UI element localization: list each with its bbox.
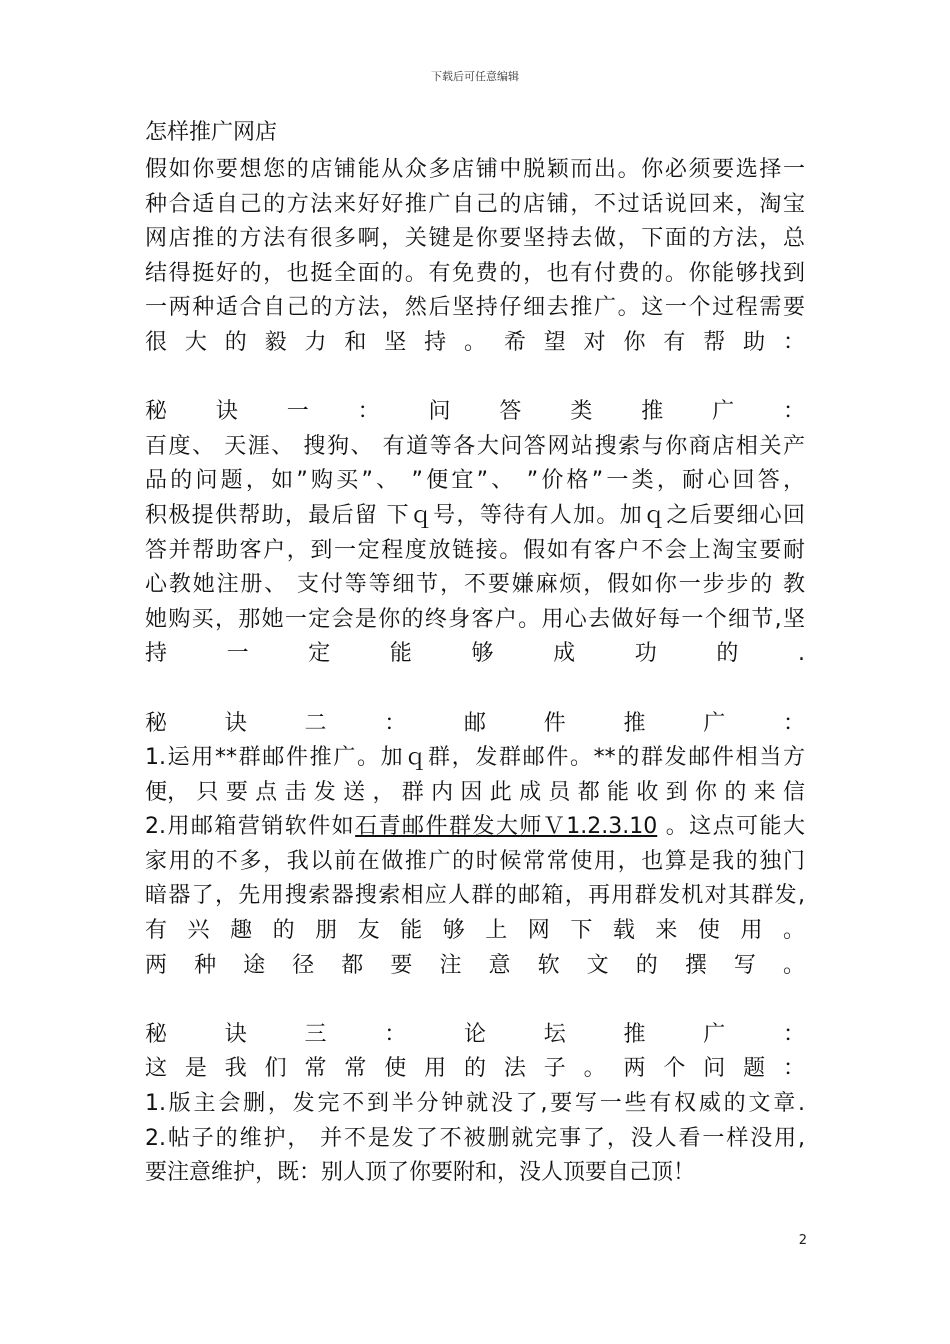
paragraph-line: 积极提供帮助，最后留 下ｑ号，等待有人加。加ｑ之后要细心回 — [145, 502, 805, 528]
paragraph-line: 便， 只 要 点 击 发 送 ， 群 内 因 此 成 员 都 能 收 到 你 的 来 信 — [145, 779, 805, 805]
paragraph-line: 一两种适合自己的方法，然后坚持仔细去推广。这一个过程需要 — [145, 295, 805, 321]
line-prefix: 2.用邮箱营销软件如 — [145, 814, 356, 840]
paragraph-line: 心教她注册、 支付等等细节，不要嫌麻烦，假如你一步步的 教 — [145, 572, 805, 598]
paragraph-line: 百度、 天涯、 搜狗、 有道等各大问答网站搜索与你商店相关产 — [145, 433, 805, 459]
paragraph-line: 答并帮助客户，到一定程度放链接。假如有客户不会上淘宝要耐 — [145, 537, 805, 563]
paragraph-line: 1.运用**群邮件推广。加ｑ群，发群邮件。**的群发邮件相当方 — [145, 745, 805, 771]
section-email-promotion — [145, 707, 805, 984]
paragraph-line: 持 一 定 能 够 成 功 的 . — [145, 641, 805, 667]
paragraph-gap — [145, 983, 805, 1018]
paragraph-line: 2.帖子的维护， 并不是发了不被删就完事了，没人看一样没用, — [145, 1125, 805, 1151]
paragraph-line: 有 兴 趣 的 朋 友 能 够 上 网 下 载 来 使 用 。 — [145, 918, 805, 944]
document-title: 怎样推广网店 — [145, 120, 278, 145]
paragraph-line: 品的问题，如”购买”、 ”便宜”、 ”价格”一类，耐心回答， — [145, 468, 805, 494]
page-header: 下载后可任意编辑 — [431, 70, 519, 83]
paragraph-line: 两 种 途 径 都 要 注 意 软 文 的 撰 写 。 — [145, 952, 805, 978]
page-number: 2 — [798, 1233, 807, 1248]
paragraph-line: 1.版主会删，发完不到半分钟就没了,要写一些有权威的文章. — [145, 1091, 805, 1117]
paragraph-line: 这 是 我 们 常 常 使 用 的 法 子 。 两 个 问 题 ： — [145, 1056, 805, 1082]
paragraph-line: 种合适自己的方法来好好推广自己的店铺，不过话说回来，淘宝 — [145, 191, 805, 217]
paragraph-gap — [145, 361, 805, 396]
paragraph-line: 家用的不多，我以前在做推广的时候常常使用，也算是我的独门 — [145, 848, 805, 874]
intro-paragraph — [145, 153, 805, 361]
paragraph-line: 网店推的方法有很多啊，关键是你要坚持去做，下面的方法，总 — [145, 226, 805, 252]
document-body — [145, 117, 805, 1191]
section-qa-promotion — [145, 395, 805, 672]
section-heading: 秘 诀 一 ： 问 答 类 推 广 ： — [145, 399, 805, 425]
paragraph-gap — [145, 672, 805, 707]
paragraph-line: 结得挺好的，也挺全面的。有免费的，也有付费的。你能够找到 — [145, 260, 805, 286]
paragraph-line: 假如你要想您的店铺能从众多店铺中脱颖而出。你必须要选择一 — [145, 157, 805, 182]
paragraph-line-with-link — [145, 810, 805, 845]
section-heading: 秘 诀 三 ： 论 坛 推 广 ： — [145, 1021, 805, 1047]
paragraph-line: 很 大 的 毅 力 和 坚 持 。 希 望 对 你 有 帮 助 ： — [145, 329, 805, 355]
paragraph-line: 暗器了，先用搜索器搜索相应人群的邮箱，再用群发机对其群发, — [145, 883, 805, 909]
paragraph-line: 要注意维护，既：别人顶了你要附和，没人顶要自己顶！ — [145, 1160, 696, 1186]
paragraph-line: 她购买，那她一定会是你的终身客户。用心去做好每一个细节,坚 — [145, 606, 805, 632]
line-suffix: 。这点可能大 — [657, 814, 805, 840]
software-link[interactable]: 石青邮件群发大师Ｖ1.2.3.10 — [355, 814, 658, 840]
section-heading: 秘 诀 二 ： 邮 件 推 广 ： — [145, 710, 805, 736]
section-forum-promotion — [145, 1018, 805, 1191]
